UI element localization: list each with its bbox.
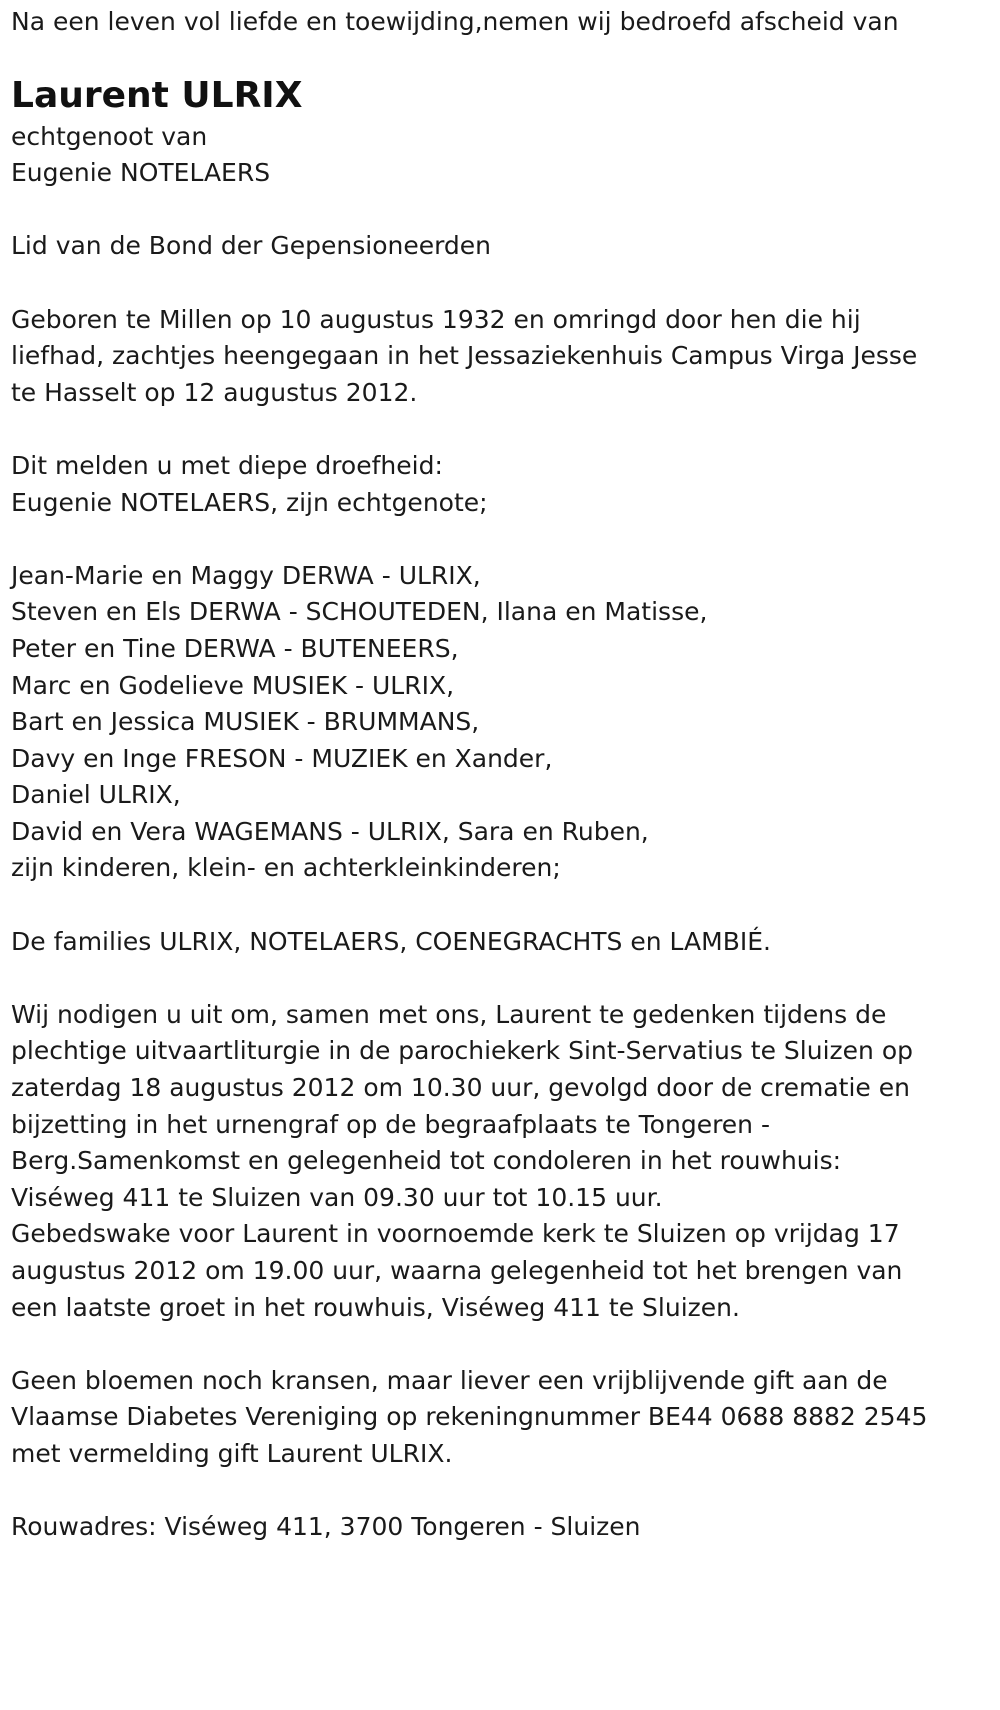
donation-paragraph [11, 1363, 991, 1473]
paragraph-line: zaterdag 18 augustus 2012 om 10.30 uur, gevolgd door de crematie en [11, 1073, 910, 1103]
paragraph-line: augustus 2012 om 19.00 uur, waarna gelegenheid tot het brengen van [11, 1256, 903, 1285]
paragraph-line: Gebedswake voor Laurent in voornoemde kerk te Sluizen op vrijdag 17 [11, 1219, 900, 1249]
obituary-notice [11, 4, 991, 1546]
spacer [11, 192, 991, 229]
paragraph-line: Viséweg 411 te Sluizen van 09.30 uur tot 10.15 uur. [11, 1182, 663, 1212]
paragraph-line: bijzetting in het urnengraf op de begraafplaats te Tongeren - [11, 1109, 770, 1139]
family-member-line: Davy en Inge FRESON - MUZIEK en Xander, [11, 743, 553, 773]
family-member-line: Jean-Marie en Maggy DERWA - ULRIX, [11, 560, 481, 590]
paragraph-line: Eugenie NOTELAERS, zijn echtgenote; [11, 487, 488, 517]
family-member-line: Steven en Els DERWA - SCHOUTEDEN, Ilana en Matisse, [11, 597, 708, 627]
paragraph-line: een laatste groet in het rouwhuis, Viséweg 411 te Sluizen. [11, 1292, 740, 1322]
membership-text: Lid van de Bond der Gepensioneerden [11, 231, 492, 261]
spacer [11, 887, 991, 924]
family-member-line: Bart en Jessica MUSIEK - BRUMMANS, [11, 707, 480, 737]
family-member-line: Daniel ULRIX, [11, 780, 181, 810]
children-list [11, 558, 991, 887]
intro-text: Na een leven vol liefde en toewijding,nemen wij bedroefd afscheid van [11, 7, 899, 36]
paragraph-line: te Hasselt op 12 augustus 2012. [11, 377, 418, 407]
spacer [11, 265, 991, 302]
spacer [11, 1473, 991, 1510]
birth-death-paragraph [11, 302, 991, 412]
ceremony-paragraph [11, 997, 991, 1326]
family-member-line: Marc en Godelieve MUSIEK - ULRIX, [11, 670, 455, 700]
spouse-label: echtgenoot van [11, 121, 208, 151]
paragraph-line: Dit melden u met diepe droefheid: [11, 450, 443, 480]
paragraph-line: Berg.Samenkomst en gelegenheid tot condoleren in het rouwhuis: [11, 1146, 842, 1176]
family-member-line: zijn kinderen, klein- en achterkleinkinderen; [11, 853, 561, 883]
spacer [11, 411, 991, 448]
paragraph-line: Geboren te Millen op 10 augustus 1932 en omringd door hen die hij [11, 304, 861, 334]
paragraph-line: plechtige uitvaartliturgie in de parochiekerk Sint-Servatius te Sluizen op [11, 1036, 913, 1066]
spacer [11, 521, 991, 558]
family-member-line: David en Vera WAGEMANS - ULRIX, Sara en Ruben, [11, 816, 649, 846]
spouse-name: Eugenie NOTELAERS [11, 158, 271, 188]
family-member-line: Peter en Tine DERWA - BUTENEERS, [11, 633, 459, 663]
paragraph-line: liefhad, zachtjes heengegaan in het Jessaziekenhuis Campus Virga Jesse [11, 341, 918, 371]
announcers-paragraph [11, 448, 991, 521]
deceased-name: Laurent ULRIX [11, 74, 303, 116]
paragraph-line: Geen bloemen noch kransen, maar liever een vrijblijvende gift aan de [11, 1365, 888, 1395]
families-text: De families ULRIX, NOTELAERS, COENEGRACHTS en LAMBIÉ. [11, 926, 771, 956]
paragraph-line: met vermelding gift Laurent ULRIX. [11, 1438, 453, 1468]
paragraph-line: Wij nodigen u uit om, samen met ons, Laurent te gedenken tijdens de [11, 999, 887, 1029]
spacer [11, 960, 991, 997]
spacer [11, 1326, 991, 1363]
mourning-address: Rouwadres: Viséweg 411, 3700 Tongeren - Sluizen [11, 1512, 641, 1542]
paragraph-line: Vlaamse Diabetes Vereniging op rekeningnummer BE44 0688 8882 2545 [11, 1402, 928, 1432]
